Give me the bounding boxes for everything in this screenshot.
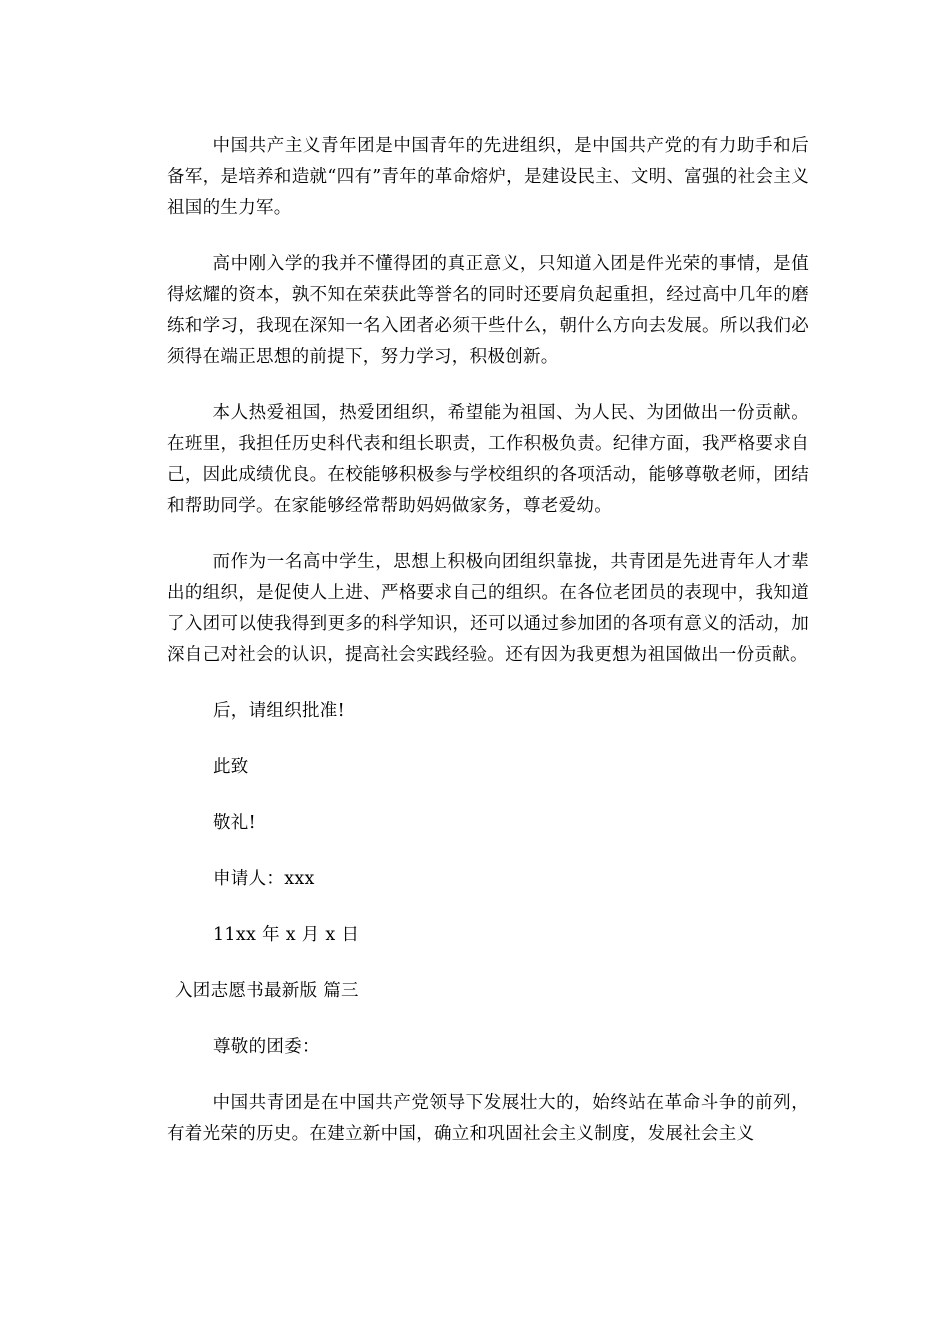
greeting: 尊敬的团委： — [213, 1037, 320, 1057]
paragraph-2: 高中刚入学的我并不懂得团的真正意义，只知道入团是件光荣的事情，是值得炫耀的资本，孰不知在荣获此等誉名的同时还要肩负起重担，经过高中几年的磨练和学习，我现在深知一名入团者必须干些什么，朝什么方向去发展。所以我们必须得在端正思想的前提下，努力学习，积极创新。 — [167, 254, 809, 367]
section-heading: 入团志愿书最新版 篇三 — [175, 981, 359, 1001]
paragraph-3: 本人热爱祖国，热爱团组织，希望能为祖国、为人民、为团做出一份贡献。在班里，我担任历史科代表和组长职责，工作积极负责。纪律方面，我严格要求自己，因此成绩优良。在校能够积极参与学校组织的各项活动，能够尊敬老师，团结和帮助同学。在家能够经常帮助妈妈做家务，尊老爱幼。 — [167, 403, 809, 516]
paragraph-1: 中国共产主义青年团是中国青年的先进组织，是中国共产党的有力助手和后备军，是培养和造就“四有”青年的革命熔炉，是建设民主、文明、富强的社会主义祖国的生力军。 — [167, 136, 809, 218]
salutation-jing-li: 敬礼! — [213, 813, 256, 833]
paragraph-5: 中国共青团是在中国共产党领导下发展壮大的，始终站在革命斗争的前列，有着光荣的历史。在建立新中国，确立和巩固社会主义制度，发展社会主义 — [167, 1093, 809, 1144]
document-body — [167, 131, 809, 1175]
closing-request: 后，请组织批准! — [213, 701, 345, 721]
application-date: 11xx 年 x 月 x 日 — [213, 925, 360, 945]
paragraph-4: 而作为一名高中学生，思想上积极向团组织靠拢，共青团是先进青年人才辈出的组织，是促使人上进、严格要求自己的组织。在各位老团员的表现中，我知道了入团可以使我得到更多的科学知识，还可以通过参加团的各项有意义的活动，加深自己对社会的认识，提高社会实践经验。还有因为我更想为祖国做出一份贡献。 — [167, 552, 809, 665]
salutation-ci-zhi: 此致 — [213, 757, 249, 777]
applicant-signature: 申请人：xxx — [213, 869, 315, 889]
